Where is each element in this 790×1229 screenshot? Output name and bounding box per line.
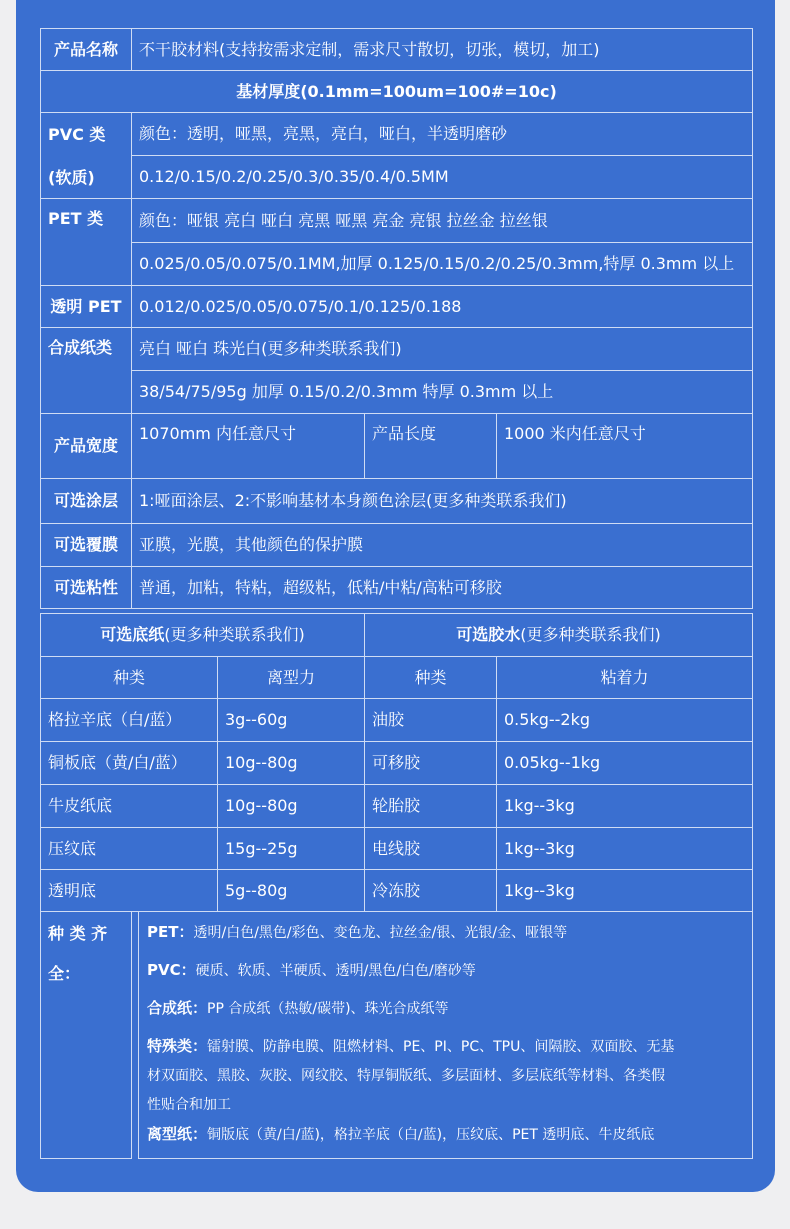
pvc-label-line1: PVC 类 — [48, 125, 106, 144]
thickness-header: 基材厚度(0.1mm=100um=100#=10c) — [40, 70, 753, 113]
tack-label: 可选粘性 — [40, 566, 132, 609]
product-name-value: 不干胶材料(支持按需求定制，需求尺寸散切，切张，模切，加工) — [131, 28, 753, 71]
glue-row-kind: 油胶 — [364, 698, 497, 742]
clear-pet-values: 0.012/0.025/0.05/0.075/0.1/0.125/0.188 — [131, 285, 753, 328]
coating-label: 可选涂层 — [40, 478, 132, 524]
coating-value: 1:哑面涂层、2:不影响基材本身颜色涂层(更多种类联系我们) — [131, 478, 753, 524]
kinds-special-text: 镭射膜、防静电膜、阻燃材料、PE、PI、PC、TPU、间隔胶、双面胶、无基 — [207, 1039, 675, 1055]
kinds-release-text: 铜版底（黄/白/蓝)，格拉辛底（白/蓝)，压纹底、PET 透明底、牛皮纸底 — [207, 1127, 655, 1143]
glue-row-kind: 可移胶 — [364, 741, 497, 785]
glue-header — [364, 613, 753, 657]
liner-row-kind: 牛皮纸底 — [40, 784, 218, 828]
glue-header-title: 可选胶水 — [456, 625, 521, 645]
glue-row-kind: 冷冻胶 — [364, 869, 497, 912]
width-value: 1070mm 内任意尺寸 — [131, 413, 365, 479]
glue-row-kind: 轮胎胶 — [364, 784, 497, 828]
glue-header-note: (更多种类联系我们) — [520, 625, 661, 645]
glue-row-force: 1kg--3kg — [496, 869, 753, 912]
kinds-special-line — [147, 1032, 744, 1062]
liner-force-header: 离型力 — [217, 656, 365, 699]
liner-row-force: 15g--25g — [217, 827, 365, 870]
kinds-release-line — [147, 1120, 744, 1150]
glue-kind-header: 种类 — [364, 656, 497, 699]
spec-table — [40, 28, 753, 1159]
width-label: 产品宽度 — [40, 413, 132, 479]
liner-header-title: 可选底纸 — [100, 625, 165, 645]
glue-row-force: 1kg--3kg — [496, 784, 753, 828]
film-label: 可选覆膜 — [40, 523, 132, 567]
kinds-synthetic-key: 合成纸： — [147, 999, 208, 1017]
pvc-colors: 颜色：透明，哑黑，亮黑，亮白，哑白，半透明磨砂 — [131, 112, 753, 156]
glue-row-force: 0.05kg--1kg — [496, 741, 753, 785]
kinds-release-key: 离型纸： — [147, 1125, 208, 1143]
kinds-list — [138, 911, 753, 1159]
liner-header-note: (更多种类联系我们) — [164, 625, 305, 645]
kinds-synthetic-text: PP 合成纸（热敏/碳带)、珠光合成纸等 — [207, 1001, 449, 1017]
kinds-special-line-3: 性贴合和加工 — [147, 1097, 231, 1113]
length-value: 1000 米内任意尺寸 — [496, 413, 753, 479]
glue-row-force: 1kg--3kg — [496, 827, 753, 870]
kinds-special-line-2: 材双面胶、黑胶、灰胶、网纹胶、特厚铜版纸、多层面材、多层底纸等材料、各类假 — [147, 1068, 665, 1084]
glue-row-force: 0.5kg--2kg — [496, 698, 753, 742]
liner-row-force: 3g--60g — [217, 698, 365, 742]
liner-row-force: 10g--80g — [217, 784, 365, 828]
kinds-pvc-text: 硬质、软质、半硬质、透明/黑色/白色/磨砂等 — [195, 963, 476, 979]
pvc-label — [40, 112, 132, 199]
film-value: 亚膜，光膜，其他颜色的保护膜 — [131, 523, 753, 567]
kinds-pet-text: 透明/白色/黑色/彩色、变色龙、拉丝金/银、光银/金、哑银等 — [193, 925, 568, 941]
glue-force-header: 粘着力 — [496, 656, 753, 699]
synthetic-thickness: 38/54/75/95g 加厚 0.15/0.2/0.3mm 特厚 0.3mm 以上 — [131, 370, 753, 414]
kinds-label-line1: 种 类 齐 — [48, 924, 108, 943]
synthetic-colors: 亮白 哑白 珠光白(更多种类联系我们) — [131, 327, 753, 371]
pet-label: PET 类 — [40, 198, 132, 286]
kinds-pet-key: PET： — [147, 923, 194, 941]
glue-row-kind: 电线胶 — [364, 827, 497, 870]
liner-header — [40, 613, 365, 657]
kinds-label — [40, 911, 132, 1159]
liner-row-force: 10g--80g — [217, 741, 365, 785]
liner-row-force: 5g--80g — [217, 869, 365, 912]
liner-row-kind: 压纹底 — [40, 827, 218, 870]
liner-row-kind: 格拉辛底（白/蓝） — [40, 698, 218, 742]
liner-row-kind: 透明底 — [40, 869, 218, 912]
pet-thickness: 0.025/0.05/0.075/0.1MM,加厚 0.125/0.15/0.2/0.25/0.3mm,特厚 0.3mm 以上 — [131, 242, 753, 286]
product-name-label: 产品名称 — [40, 28, 132, 71]
kinds-pvc-key: PVC： — [147, 961, 196, 979]
pvc-label-line2: (软质) — [48, 168, 95, 187]
kinds-pvc-line — [147, 956, 744, 986]
spec-card — [16, 0, 775, 1192]
clear-pet-label: 透明 PET — [40, 285, 132, 328]
kinds-pet-line — [147, 918, 744, 948]
kinds-special-key: 特殊类： — [147, 1037, 208, 1055]
liner-kind-header: 种类 — [40, 656, 218, 699]
synthetic-label: 合成纸类 — [40, 327, 132, 414]
tack-value: 普通，加粘，特粘，超级粘，低粘/中粘/高粘可移胶 — [131, 566, 753, 609]
kinds-synthetic-line — [147, 994, 744, 1024]
length-label: 产品长度 — [364, 413, 497, 479]
kinds-label-line2: 全： — [48, 964, 81, 983]
pvc-thickness: 0.12/0.15/0.2/0.25/0.3/0.35/0.4/0.5MM — [131, 155, 753, 199]
liner-row-kind: 铜板底（黄/白/蓝） — [40, 741, 218, 785]
pet-colors: 颜色：哑银 亮白 哑白 亮黑 哑黑 亮金 亮银 拉丝金 拉丝银 — [131, 198, 753, 243]
